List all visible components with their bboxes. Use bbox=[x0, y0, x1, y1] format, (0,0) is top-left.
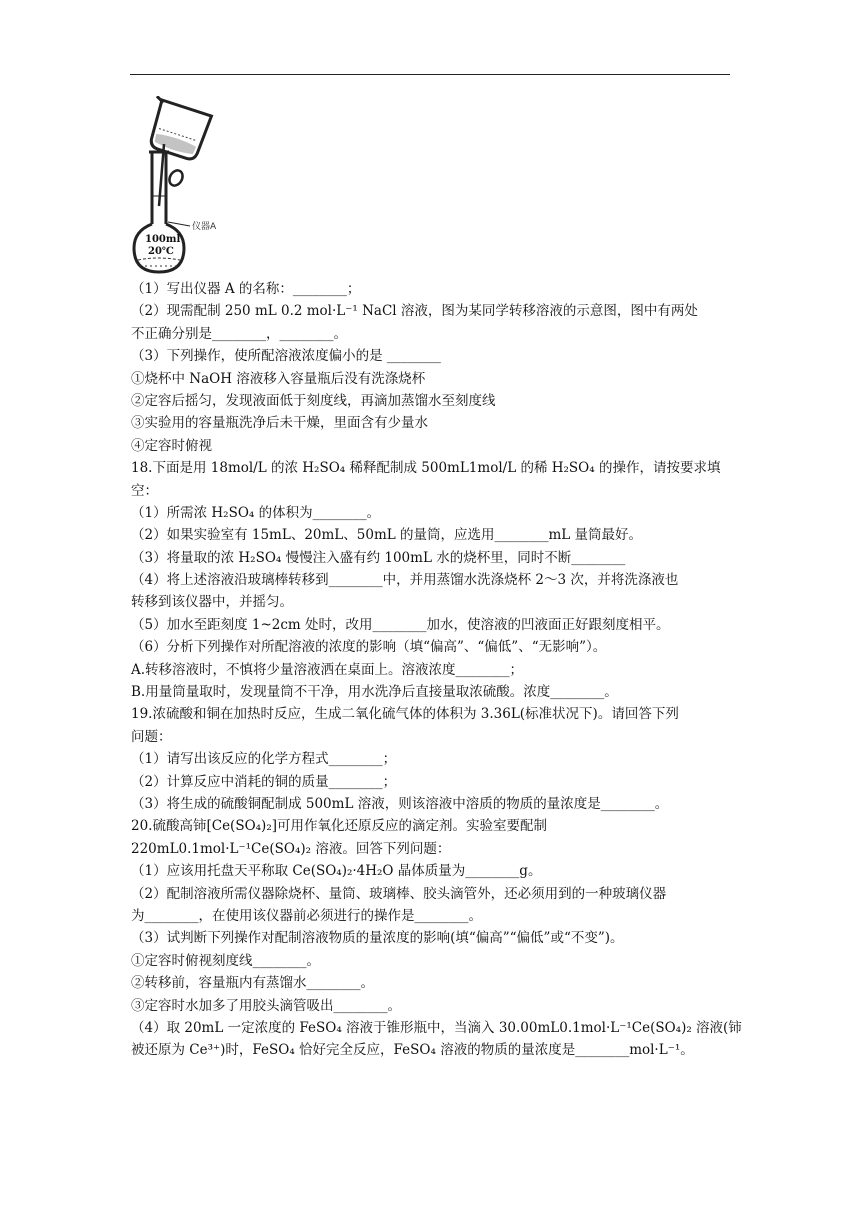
question-text bbox=[131, 278, 742, 1062]
text-line: （4）将上述溶液沿玻璃棒转移到________中，并用蒸馏水洗涤烧杯 2～3 次，并将洗涤液也 bbox=[131, 572, 679, 589]
text-line: 220mL0.1mol·L⁻¹Ce(SO₄)₂ 溶液。回答下列问题： bbox=[131, 840, 451, 857]
text-line: （6）分析下列操作对所配溶液的浓度的影响（填“偏高”、“偏低”、“无影响”）。 bbox=[131, 639, 607, 656]
text-line: （2）如果实验室有 15mL、20mL、50mL 的量筒，应选用________mL 量筒最好。 bbox=[131, 527, 643, 544]
text-line: ③定容时水加多了用胶头滴管吸出________。 bbox=[131, 997, 401, 1014]
text-line: （1）请写出该反应的化学方程式________； bbox=[131, 751, 397, 768]
text-line: ①烧杯中 NaOH 溶液移入容量瓶后没有洗涤烧杯 bbox=[131, 370, 426, 387]
text-line: 18.下面是用 18mol/L 的浓 H₂SO₄ 稀释配制成 500mL1mol/L 的稀 H₂SO₄ 的操作，请按要求填 bbox=[131, 460, 721, 477]
text-line: （2）现需配制 250 mL 0.2 mol·L⁻¹ NaCl 溶液，图为某同学转移溶液的示意图，图中有两处 bbox=[131, 303, 698, 320]
text-line: 转移到该仪器中，并摇匀。 bbox=[131, 594, 293, 611]
text-line: 空： bbox=[131, 482, 158, 499]
text-line: （1）所需浓 H₂SO₄ 的体积为________。 bbox=[131, 504, 381, 521]
text-line: 19.浓硫酸和铜在加热时反应，生成二氧化硫气体的体积为 3.36L(标准状况下)。请回答下列 bbox=[131, 706, 679, 723]
instrument-label: 仪器A bbox=[192, 222, 217, 232]
text-line: （4）取 20mL 一定浓度的 FeSO₄ 溶液于锥形瓶中，当滴入 30.00mL0.1mol·L⁻¹Ce(SO₄)₂ 溶液(铈 bbox=[131, 1019, 742, 1036]
text-line: ②定容后摇匀，发现液面低于刻度线，再滴加蒸馏水至刻度线 bbox=[131, 392, 496, 409]
flask-diagram bbox=[132, 96, 262, 276]
text-line: 不正确分别是________，________。 bbox=[131, 325, 347, 342]
text-line: 为________，在使用该仪器前必须进行的操作是________。 bbox=[131, 907, 482, 924]
text-line: ①定容时俯视刻度线________。 bbox=[131, 952, 320, 969]
text-line: 问题： bbox=[131, 728, 172, 745]
text-line: （3）将生成的硫酸铜配制成 500mL 溶液，则该溶液中溶质的物质的量浓度是________。 bbox=[131, 795, 669, 812]
text-line: （3）下列操作，使所配溶液浓度偏小的是 ________ bbox=[131, 348, 441, 365]
flask-volume-label: 100ml bbox=[145, 234, 181, 245]
text-line: （1）应该用托盘天平称取 Ce(SO₄)₂·4H₂O 晶体质量为________g。 bbox=[131, 863, 542, 880]
flask-temp-label: 20℃ bbox=[148, 246, 174, 257]
text-line: （3）将量取的浓 H₂SO₄ 慢慢注入盛有约 100mL 水的烧杯里，同时不断________ bbox=[131, 549, 626, 566]
volumetric-flask-figure bbox=[132, 96, 262, 276]
text-line: （2）配制溶液所需仪器除烧杯、量筒、玻璃棒、胶头滴管外，还必须用到的一种玻璃仪器 bbox=[131, 885, 667, 902]
text-line: （2）计算反应中消耗的铜的质量________； bbox=[131, 773, 397, 790]
text-line: B.用量筒量取时，发现量筒不干净，用水洗净后直接量取浓硫酸。浓度________。 bbox=[131, 684, 618, 701]
text-line: A.转移溶液时，不慎将少量溶液洒在桌面上。溶液浓度________； bbox=[131, 661, 524, 678]
text-line: （1）写出仪器 A 的名称：________； bbox=[131, 281, 361, 297]
text-line: （3）试判断下列操作对配制溶液物质的量浓度的影响(填“偏高”“偏低”或“不变”)。 bbox=[131, 930, 624, 947]
text-line: 20.硫酸高铈[Ce(SO₄)₂]可用作氧化还原反应的滴定剂。实验室要配制 bbox=[131, 818, 547, 835]
text-line: ③实验用的容量瓶洗净后未干燥，里面含有少量水 bbox=[131, 415, 428, 432]
text-line: ④定容时俯视 bbox=[131, 437, 212, 454]
text-line: （5）加水至距刻度 1~2cm 处时，改用________加水，使溶液的凹液面正好跟刻度相平。 bbox=[131, 616, 670, 633]
header-rule bbox=[130, 74, 730, 75]
text-line: 被还原为 Ce³⁺)时，FeSO₄ 恰好完全反应，FeSO₄ 溶液的物质的量浓度是________mol·L⁻¹。 bbox=[131, 1042, 694, 1059]
text-line: ②转移前，容量瓶内有蒸馏水________。 bbox=[131, 975, 374, 992]
